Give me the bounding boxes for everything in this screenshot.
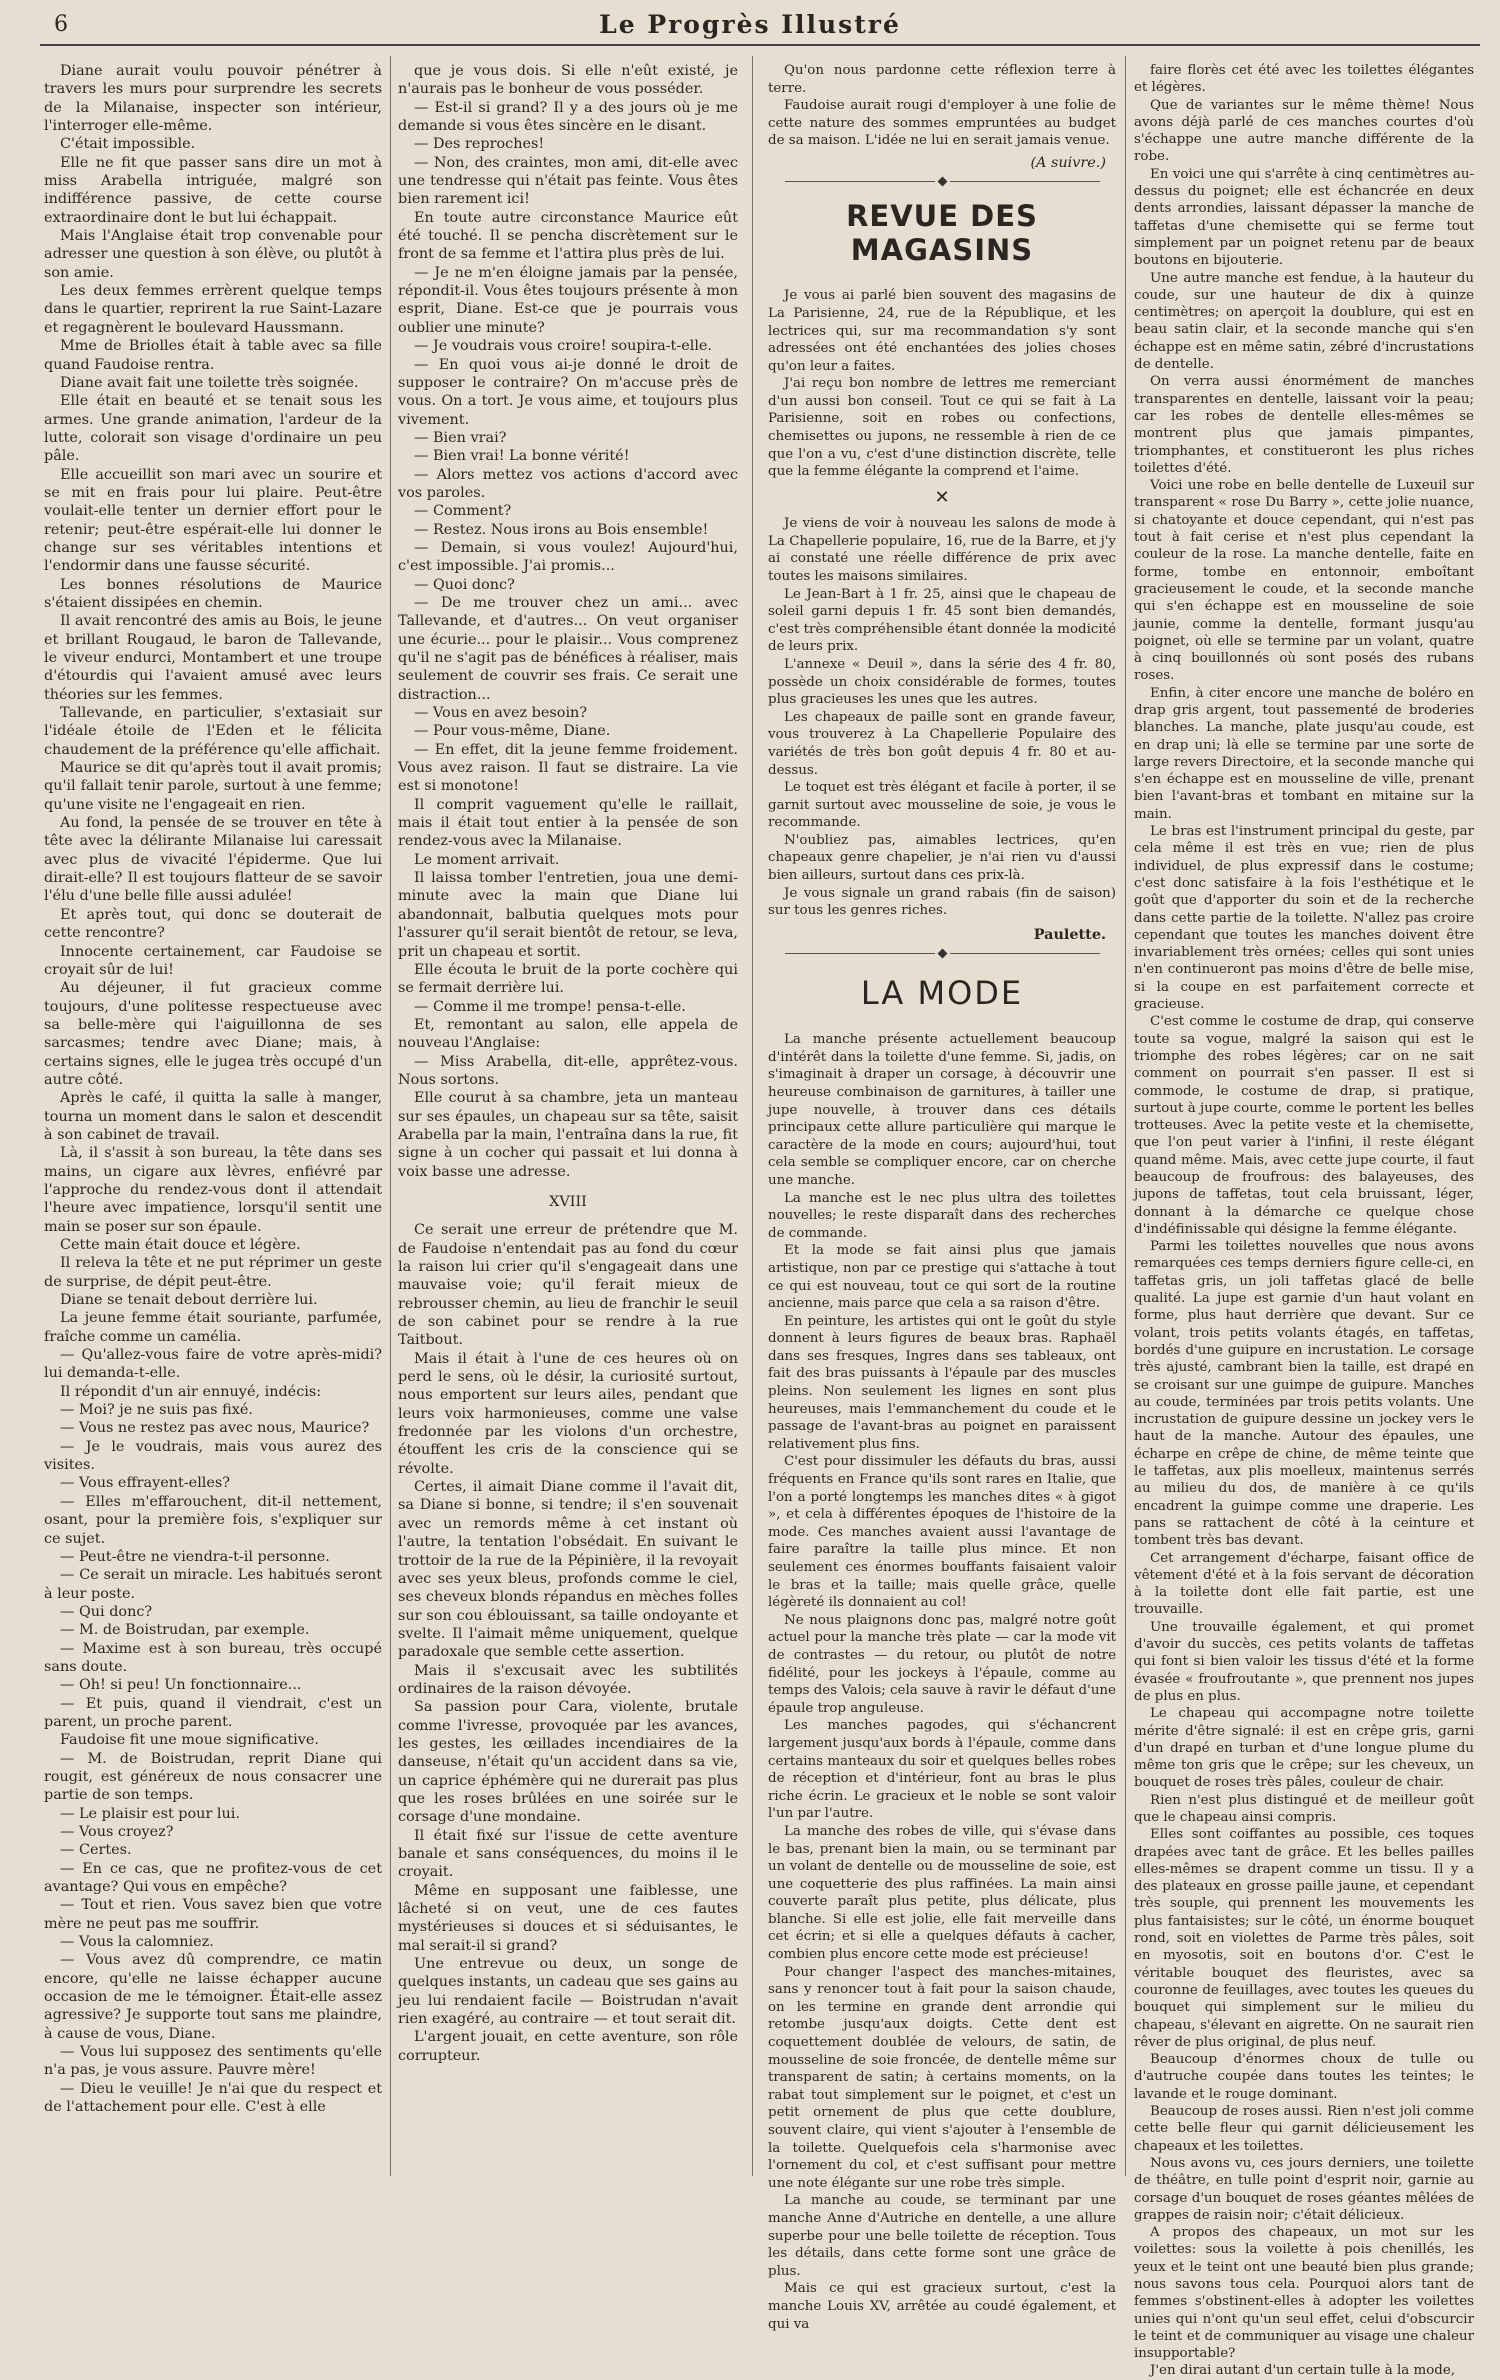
paragraph: Il laissa tomber l'entretien, joua une demi-minute avec la main que Diane lui abandonnait, balbutia quelques mots pour l'assurer qu'il serait bientôt de retour, se leva, prit un chapeau et sortit. bbox=[398, 870, 738, 960]
paragraph: C'était impossible. bbox=[60, 136, 196, 153]
paragraph: Elle courut à sa chambre, jeta un manteau sur ses épaules, un chapeau sur sa tête, saisit Arabella par la main, l'entraîna dans la rue, fit signe à un cocher qui passait et lui donna à voix basse une adresse. bbox=[398, 1090, 738, 1180]
paragraph: — Miss Arabella, dit-elle, apprêtez-vous. Nous sortons. bbox=[398, 1053, 738, 1088]
column-serial-story-1 bbox=[44, 62, 382, 2172]
paragraph: Mais il s'excusait avec les subtilités ordinaires de la raison dévoyée. bbox=[398, 1662, 738, 1697]
paragraph: Il avait rencontré des amis au Bois, le jeune et brillant Rougaud, le baron de Tallevande, le viveur endurci, Montambert et une troupe d'étourdis qui l'avaient amusé avec leurs théories sur les femmes. bbox=[44, 613, 382, 703]
column-serial-story-2 bbox=[398, 62, 738, 2172]
paragraph: — Vous en avez besoin? bbox=[414, 705, 588, 722]
paragraph: — Qu'allez-vous faire de votre après-midi? lui demanda-t-elle. bbox=[44, 1347, 382, 1382]
paragraph: — Maxime est à son bureau, très occupé sans doute. bbox=[44, 1640, 382, 1675]
paragraph: — Bien vrai! La bonne vérité! bbox=[414, 448, 630, 465]
revue-signature: Paulette. bbox=[1033, 925, 1106, 943]
paragraph: Une autre manche est fendue, à la hauteur du coude, sur une hauteur de dix à quinze centimètres; on aperçoit la doublure, qui est en beau satin clair, et la seconde manche qui s'en échappe est en même satin, zébré d'incrustations de dentelle. bbox=[1134, 270, 1474, 373]
paragraph: Une entrevue ou deux, un songe de quelques instants, un cadeau que ses gains au jeu lui rendaient facile — Boistrudan n'avait rien exagéré, au contraire — et tout serait dit. bbox=[398, 1956, 738, 2028]
paragraph: — Vous lui supposez des sentiments qu'elle n'a pas, je vous assure. Pauvre mère! bbox=[44, 2044, 382, 2079]
paragraph: Là, il s'assit à son bureau, la tête dans ses mains, un cigare aux lèvres, enfiévré par l'approche du rendez-vous dont il attendait l'heure avec impatience, lorsqu'il sentit une main se poser sur son épaule. bbox=[44, 1145, 382, 1235]
paragraph: — Vous la calomniez. bbox=[60, 1934, 214, 1951]
paragraph: A propos des chapeaux, un mot sur les voilettes: sous la voilette à pois chenillés, les yeux et le teint ont une beauté bien plus grande; nous savons tous cela. Pourquoi alors tant de femmes s'obstinent-elles à adopter les voilettes unies qui n'ont qu'un seul effet, celui d'obscurcir le teint et de communiquer au visage une chaleur insupportable? bbox=[1134, 2225, 1474, 2362]
paragraph: — De me trouver chez un ami... avec Tallevande, et d'autres... On veut organiser une écurie... pour le plaisir... Vous comprenez qu'il ne s'agit pas de bénéfices à réaliser, mais seulement de couvrir ses frais. Ce serait une distraction... bbox=[398, 594, 738, 703]
paragraph: La manche des robes de ville, qui s'évase dans le bas, prenant bien la main, ou se terminant par un volant de dentelle ou de mousseline de soie, est une coquetterie des plus raffinées. La main ainsi couverte paraît plus petite, plus délicate, plus blanche. Si elle est jolie, elle fait merveille dans cet écrin; et si elle a quelques défauts à cacher, combien plus encore cette mode est précieuse! bbox=[768, 1823, 1116, 1963]
paragraph: En toute autre circonstance Maurice eût été touché. Il se pencha discrètement sur le front de sa femme et l'attira plus près de lui. bbox=[398, 209, 738, 263]
paragraph: Mais il était à l'une de ces heures où on perd le sens, où le désir, la curiosité surtout, nous emportent sur leurs ailes, pendant que leurs voix harmonieuses, comme une valse fredonnée par les violons d'un orchestre, étouffent les cris de la conscience qui se révolte. bbox=[398, 1350, 738, 1477]
paragraph: Voici une robe en belle dentelle de Luxeuil sur transparent « rose Du Barry », cette jolie nuance, si chatoyante et douce cependant, qui n'est pas tout à fait cerise et n'est plus cependant la couleur de la rose. La manche dentelle, faite en forme, tombe en entonnoir, emboîtant gracieusement le coude, et la seconde manche qui s'en échappe est en mousseline de soie jaunie, comme la dentelle, formant jusqu'au poignet, où elle se termine par un volant, quatre à cinq bouillonnés où sont posés des rubans roses. bbox=[1134, 478, 1474, 684]
paragraph: Tallevande, en particulier, s'extasiait sur l'idéale étoile de l'Eden et le félicita chaudement de la préférence qu'elle affichait. bbox=[44, 705, 382, 758]
paragraph: Diane aurait voulu pouvoir pénétrer à travers les murs pour surprendre les secrets de la Milanaise, inspecter son intérieur, l'interroger elle-même. bbox=[44, 63, 382, 135]
paragraph: Faudoise fit une moue significative. bbox=[60, 1732, 319, 1749]
paragraph: Et, remontant au salon, elle appela de nouveau l'Anglaise: bbox=[398, 1016, 738, 1052]
paragraph: Le bras est l'instrument principal du geste, par cela même il est très en vue; rien de plus individuel, de plus expressif dans le costume; c'est donc satisfaire à la fois l'esthétique et le goût que d'apporter du soin et de la recherche dans cette partie de la toilette. N'allez pas croire cependant que toutes les manches doivent être invariablement très ornées; celles qui sont unies n'en continueront pas moins d'être de belle mise, si la coupe en est parfaitement correcte et gracieuse. bbox=[1134, 824, 1474, 1013]
revue-headline: REVUE DES MAGASINS bbox=[846, 199, 1038, 268]
paragraph: Il était fixé sur l'issue de cette aventure banale et sans conséquences, du moins il le croyait. bbox=[398, 1827, 738, 1881]
paragraph: Que de variantes sur le même thème! Nous avons déjà parlé de ces manches courtes d'où s'échappe une autre manche différente de la robe. bbox=[1134, 97, 1474, 165]
paragraph: Sa passion pour Cara, violente, brutale comme l'ivresse, provoquée par les avances, les gestes, les œillades incendiaires de la danseuse, n'était qu'un accident dans sa vie, un caprice éphémère qui ne durerait pas plus que les roses brûlées en une soirée sur le corsage d'une mondaine. bbox=[398, 1699, 738, 1826]
page-header bbox=[0, 0, 1500, 50]
paragraph: C'est comme le costume de drap, qui conserve toute sa vogue, malgré la saison qui est le triomphe des robes légères; car on ne sait comment on pourrait s'en passer. Il est si commode, le costume de drap, si pratique, surtout à jupe courte, comme le portent les belles trotteuses. Avec la petite veste et la chemisette, que l'on peut varier à l'infini, il reste élégant quand même. Mais, avec cette jupe courte, il faut beaucoup de froufrous: des balayeuses, des jupons de taffetas, tout cela bruissant, léger, donnant à la démarche ce quelque chose d'indéfinissable qui désigne la femme élégante. bbox=[1134, 1014, 1474, 1237]
serial-part-a bbox=[398, 62, 738, 1181]
page-number: 6 bbox=[54, 12, 68, 37]
paragraph: Innocente certainement, car Faudoise se croyait sûr de lui! bbox=[44, 943, 382, 978]
paragraph: Les deux femmes errèrent quelque temps dans le quartier, reprirent la rue Saint-Lazare et regagnèrent le boulevard Haussmann. bbox=[44, 283, 382, 336]
mode-headline: LA MODE bbox=[860, 974, 1024, 1013]
paragraph: En peinture, les artistes qui ont le goût du style donnent à leurs figures de beaux bras. Raphaël dans ses fresques, Ingres dans ses tableaux, ont fait des bras puissants à l'épaule par des muscles pleins. Non seulement les lignes en sont plus heureuses, mais l'emmanchement du coude et le passage de l'avant-bras au poignet en paraissent relativement plus fins. bbox=[768, 1313, 1116, 1452]
paragraph: Elle accueillit son mari avec un sourire et se mit en frais pour lui plaire. Peut-être voulait-elle tenter un dernier effort pour le retenir; peut-être espérait-elle lui donner le change sur ses véritables intentions et l'endormir dans une fausse sécurité. bbox=[44, 466, 382, 575]
paragraph: Je vous ai parlé bien souvent des magasins de La Parisienne, 24, rue de la République, et les lectrices qui, sur ma recommandation s'y sont adressées ont été enchantées des jolies choses qu'on leur a faites. bbox=[768, 288, 1116, 374]
paragraph: Cet arrangement d'écharpe, faisant office de vêtement d'été et à la fois servant de décoration à la toilette dont elle fait partie, est une trouvaille. bbox=[1134, 1550, 1474, 1618]
paragraph: Une trouvaille également, et qui promet d'avoir du succès, ces petits volants de taffetas qui font si bien valoir les tissus d'été et la forme évasée « froufroutante », que prennent nos jupes de plus en plus. bbox=[1134, 1619, 1474, 1704]
paragraph: Il comprit vaguement qu'elle le raillait, mais il était tout entier à la pensée de son rendez-vous avec la Milanaise. bbox=[398, 796, 738, 850]
paragraph: J'en dirai autant d'un certain tulle à la mode, bbox=[1150, 2363, 1456, 2379]
paragraph: Après le café, il quitta la salle à manger, tourna un moment dans le salon et descendit à son cabinet de travail. bbox=[44, 1090, 382, 1143]
paragraph: L'argent jouait, en cette aventure, son rôle corrupteur. bbox=[398, 2029, 738, 2064]
paragraph: Nous avons vu, ces jours derniers, une toilette de théâtre, en tulle point d'esprit noir, garnie au corsage d'un bouquet de roses géantes mêlées de grappes de raisin noir; c'était délicieux. bbox=[1134, 2155, 1474, 2223]
revue-text-2 bbox=[768, 515, 1116, 920]
paragraph: Il releva la tête et ne put réprimer un geste de surprise, de dépit peut-être. bbox=[44, 1255, 382, 1290]
chapter-number: XVIII bbox=[549, 1193, 587, 1210]
paragraph: — En quoi vous ai-je donné le droit de supposer le contraire? On m'accuse près de vous. On a tort. Je vous aime, et toujours plus vivement. bbox=[398, 356, 738, 428]
paragraph: — Quoi donc? bbox=[414, 576, 515, 593]
paragraph: — Je le voudrais, mais vous aurez des visites. bbox=[44, 1438, 382, 1474]
paragraph: — M. de Boistrudan, par exemple. bbox=[60, 1622, 310, 1639]
paragraph: Beaucoup de roses aussi. Rien n'est joli comme cette belle fleur qui garnit délicieusement les chapeaux et les toilettes. bbox=[1134, 2104, 1474, 2154]
paragraph: La manche présente actuellement beaucoup d'intérêt dans la toilette d'une femme. Si, jadis, on s'imaginait à draper un corsage, à découvrir une heureuse combinaison de garnitures, à tailler une jupe nouvelle, à trouver dans ces détails principaux cette allure particulière qui marque le caractère de la mode en cours; aujourd'hui, tout cela semble se compliquer encore, car on cherche une manche. bbox=[768, 1032, 1116, 1188]
paragraph: Ne nous plaignons donc pas, malgré notre goût actuel pour la manche très plate — car la mode vit de contrastes — du retour, ou plutôt de notre fidélité, pour les jockeys à l'épaule, comme au temps des Valois; cela sauve à ravir le défaut d'une épaule trop anguleuse. bbox=[768, 1612, 1116, 1716]
paragraph: — Oh! si peu! Un fonctionnaire... bbox=[60, 1677, 302, 1694]
paragraph: Il répondit d'un air ennuyé, indécis: bbox=[60, 1383, 322, 1400]
paragraph: — Vous effrayent-elles? bbox=[60, 1475, 231, 1492]
paragraph: — Pour vous-même, Diane. bbox=[414, 723, 611, 740]
paragraph: Elles sont coiffantes au possible, ces toques drapées avec tant de grâce. Et les belles pailles elles-mêmes se drapent comme un tissu. Il y a des plateaux en grosse paille jaune, et cependant très souple, qui prennent les mouvements les plus fantaisistes; sur le côté, un énorme bouquet rond, soit en violettes de Parme très pâles, soit en myosotis, soit en boutons d'or. C'est le véritable bouquet des fleuristes, avec sa couronne de feuillages, avec toutes les queues du bouquet qui simplement sur le milieu du chapeau, s'élevant en aigrette. On ne saurait rien rêver de plus original, de plus neuf. bbox=[1134, 1827, 1474, 2050]
paragraph: que je vous dois. Si elle n'eût existé, je n'aurais pas le bonheur de vous posséder. bbox=[398, 63, 738, 98]
to-be-continued: (A suivre.) bbox=[1030, 154, 1106, 171]
paragraph: — Comment? bbox=[414, 503, 512, 520]
paragraph: — Vous ne restez pas avec nous, Maurice? bbox=[60, 1420, 370, 1437]
paragraph: Qu'on nous pardonne cette réflexion terre à terre. bbox=[768, 63, 1116, 96]
header-rule bbox=[40, 44, 1480, 46]
paragraph: Le Jean-Bart à 1 fr. 25, ainsi que le chapeau de soleil garni depuis 1 fr. 45 sont bien demandés, c'est très compréhensible étant donnée la modicité de leurs prix. bbox=[768, 586, 1116, 655]
paragraph: — Dieu le veuille! Je n'ai que du respect et de l'attachement pour elle. C'est à elle bbox=[44, 2080, 382, 2116]
paragraph: Diane se tenait debout derrière lui. bbox=[60, 1292, 318, 1309]
paragraph: — Le plaisir est pour lui. bbox=[60, 1805, 240, 1822]
paragraph: — Bien vrai? bbox=[414, 429, 507, 446]
paragraph: — Je voudrais vous croire! soupira-t-elle. bbox=[414, 338, 713, 355]
paragraph: — Non, des craintes, mon ami, dit-elle avec une tendresse qui n'était pas feinte. Vous êtes bien rarement ici! bbox=[398, 154, 738, 208]
paragraph: Je vous signale un grand rabais (fin de saison) sur tous les genres riches. bbox=[768, 885, 1116, 919]
paragraph: Les manches pagodes, qui s'échancrent largement jusqu'aux bords à l'épaule, comme dans certains manteaux du soir et quelques belles robes de réception et d'intérieur, font au bras le plus riche écrin. Le gracieux et le noble se sont valoir l'un par l'autre. bbox=[768, 1718, 1116, 1822]
paragraph: Faudoise aurait rougi d'employer à une folie de cette nature des sommes empruntées au budget de sa maison. L'idée ne lui en serait jamais venue. bbox=[768, 98, 1116, 149]
paragraph: — Vous avez dû comprendre, ce matin encore, qu'elle ne laisse échapper aucune occasion de me le témoigner. Était-elle assez agressive? Je supporte tout sans me plaindre, à cause de vous, Diane. bbox=[44, 1952, 382, 2042]
serial-ending bbox=[768, 62, 1116, 150]
paragraph: Pour changer l'aspect des manches-mitaines, sans y renoncer tout à fait pour la saison chaude, on les termine en grande dent arrondie qui retombe jusqu'aux doigts. Cette dent est coquettement doublée de velours, de satin, de mousseline de soie froncée, de dentelle même sur transparent de satin; à certains moments, on la rabat tout simplement sur le poignet, et c'est un petit ornement de plus que cette doublure, souvent claire, qui vient s'ajouter à l'ensemble de la toilette. Quelquefois cela s'harmonise avec l'ornement du col, et c'est suffisant pour mettre une note élégante sur une robe très simple. bbox=[768, 1964, 1116, 2191]
mode-text-1 bbox=[768, 1031, 1116, 2333]
column-revue-mode bbox=[768, 62, 1116, 2332]
paragraph: Au déjeuner, il fut gracieux comme toujours, d'une politesse respectueuse avec sa belle-mère qui l'aiguillonna de ses sarcasmes; tendre avec Diane; mais, à certains signes, elle le jugea très occupé d'un autre côté. bbox=[44, 980, 382, 1088]
paragraph: En voici une qui s'arrête à cinq centimètres au-dessus du poignet; elle est échancrée en deux dents arrondies, laissant dépasser la manche de taffetas d'une chemisette qui se ferme tout simplement par un poignet retenu par de beaux boutons en bijouterie. bbox=[1134, 166, 1474, 269]
paragraph: La manche au coude, se terminant par une manche Anne d'Autriche en dentelle, a une allure superbe pour une belle toilette de réception. Tous les détails, dans cette forme sont une grâce de plus. bbox=[768, 2193, 1116, 2279]
paragraph: La jeune femme était souriante, parfumée, fraîche comme un camélia. bbox=[44, 1310, 382, 1345]
paragraph: Maurice se dit qu'après tout il avait promis; qu'il fallait tenir parole, surtout à une femme; qu'une visite ne l'engageait en rien. bbox=[44, 760, 382, 813]
column-divider bbox=[752, 56, 753, 2176]
paragraph: Elle écouta le bruit de la porte cochère qui se fermait derrière lui. bbox=[398, 961, 738, 997]
paragraph: Rien n'est plus distingué et de meilleur goût que le chapeau ainsi compris. bbox=[1134, 1792, 1474, 1825]
paragraph: Les bonnes résolutions de Maurice s'étaient dissipées en chemin. bbox=[44, 576, 382, 611]
paragraph: Beaucoup d'énormes choux de tulle ou d'autruche coupée dans toutes les teintes; le lavande et le rouge dominant. bbox=[1134, 2052, 1474, 2102]
paragraph: N'oubliez pas, aimables lectrices, qu'en chapeaux genre chapelier, je n'ai rien vu d'aussi bien ailleurs, surtout dans ces prix-là. bbox=[768, 832, 1116, 884]
paragraph: — Demain, si vous voulez! Aujourd'hui, c'est impossible. J'ai promis... bbox=[398, 539, 738, 575]
journal-title: Le Progrès Illustré bbox=[599, 10, 901, 39]
paragraph: — Comme il me trompe! pensa-t-elle. bbox=[414, 998, 686, 1015]
column-divider bbox=[390, 56, 391, 2176]
paragraph: — Moi? je ne suis pas fixé. bbox=[60, 1402, 253, 1419]
paragraph: L'annexe « Deuil », dans la série des 4 fr. 80, possède un choix considérable de formes, toutes plus gracieuses les unes que les autres. bbox=[768, 656, 1116, 708]
paragraph: — Qui donc? bbox=[60, 1603, 153, 1620]
paragraph: — Ce serait un miracle. Les habitués seront à leur poste. bbox=[44, 1567, 382, 1602]
paragraph: Ce serait une erreur de prétendre que M. de Faudoise n'entendait pas au fond du cœur la raison lui crier qu'il s'engageait dans une mauvaise voie; qu'il ferait mieux de rebrousser chemin, au lieu de franchir le seuil de son cabinet pour se rendre à la rue Taitbout. bbox=[398, 1222, 738, 1349]
paragraph: La manche est le nec plus ultra des toilettes nouvelles; le reste disparaît dans des recherches de commande. bbox=[768, 1190, 1116, 1241]
paragraph: Le moment arrivait. bbox=[414, 851, 560, 868]
paragraph: — Tout et rien. Vous savez bien que votre mère ne peut pas me souffrir. bbox=[44, 1897, 382, 1932]
paragraph: — Elles m'effarouchent, dit-il nettement, osant, pour la première fois, s'expliquer sur ce sujet. bbox=[44, 1493, 382, 1547]
paragraph: — Restez. Nous irons au Bois ensemble! bbox=[414, 521, 709, 538]
paragraph: Mme de Briolles était à table avec sa fille quand Faudoise rentra. bbox=[44, 338, 382, 373]
paragraph: Elle ne fit que passer sans dire un mot à miss Arabella intriguée, malgré son indifférence passive, de cette course extraordinaire dont le but lui échappait. bbox=[44, 154, 382, 226]
paragraph: Même en supposant une faiblesse, une lâcheté si on veut, une de ces fautes mystérieuses si douces et si séduisantes, le mal serait-il si grand? bbox=[398, 1882, 738, 1954]
paragraph: Et la mode se fait ainsi plus que jamais artistique, non par ce prestige qui s'attache à tout ce qui est nouveau, tout ce qui sort de la routine ancienne, mais parce que cela a sa raison d'être. bbox=[768, 1243, 1116, 1312]
paragraph: — En ce cas, que ne profitez-vous de cet avantage? Qui vous en empêche? bbox=[44, 1860, 382, 1896]
paragraph: — Et puis, quand il viendrait, c'est un parent, un proche parent. bbox=[44, 1695, 382, 1730]
revue-text-1 bbox=[768, 287, 1116, 481]
paragraph: On verra aussi énormément de manches transparentes en dentelle, laissant voir la peau; car les robes de dentelle elles-mêmes se montrent plus que jamais pimpantes, triomphantes, et constitueront les plus riches toilettes d'été. bbox=[1134, 374, 1474, 476]
paragraph: Les chapeaux de paille sont en grande faveur, vous trouverez à La Chapellerie Populaire des variétés de très bon goût depuis 4 fr. 80 et au-dessus. bbox=[768, 709, 1116, 778]
paragraph: C'est pour dissimuler les défauts du bras, aussi fréquents en France qu'ils sont rares en Italie, que l'on a porté longtemps les manches dites « à gigot », et cela à différentes époques de l'histoire de la mode. Ces manches avaient aussi l'avantage de faire paraître la taille plus mince. Et non seulement ces énormes bouffants faisaient valoir le bras et la taille; mais quelle grâce, quelle légèreté ils donnaient au col! bbox=[768, 1454, 1116, 1611]
paragraph: — En effet, dit la jeune femme froidement. Vous avez raison. Il faut se distraire. La vie est si monotone! bbox=[398, 741, 738, 795]
paragraph: faire florès cet été avec les toilettes élégantes et légères. bbox=[1134, 63, 1474, 96]
ornament-divider bbox=[768, 178, 1116, 185]
paragraph: Elle était en beauté et se tenait sous les armes. Une grande animation, l'ardeur de la lutte, colorait son visage d'ordinaire un peu pâle. bbox=[44, 393, 382, 465]
paragraph: J'ai reçu bon nombre de lettres me remerciant d'un aussi bon conseil. Tout ce qui se fait à La Parisienne, soit en robes ou confections, chemisettes ou jupons, ne ressemble à rien de ce que l'on a vu, c'est d'une distinction discrète, telle que la femme élégante la comprend et l'aime. bbox=[768, 376, 1116, 480]
paragraph: Mais l'Anglaise était trop convenable pour adresser une question à son élève, ou plutôt à son amie. bbox=[44, 228, 382, 281]
paragraph: — Des reproches! bbox=[414, 136, 545, 153]
column-divider bbox=[1125, 56, 1126, 2176]
paragraph: — Alors mettez vos actions d'accord avec vos paroles. bbox=[398, 466, 738, 501]
serial-part-b bbox=[398, 1221, 738, 2065]
paragraph: — Je ne m'en éloigne jamais par la pensée, répondit-il. Vous êtes toujours présente à mon esprit, Diane. Est-ce que je pourrais vous oublier une minute? bbox=[398, 264, 738, 336]
paragraph: — Peut-être ne viendra-t-il personne. bbox=[60, 1548, 330, 1565]
paragraph: — Certes. bbox=[60, 1842, 132, 1859]
paragraph: Parmi les toilettes nouvelles que nous avons remarquées ces temps derniers figure celle-ci, en taffetas gris, un joli taffetas glacé de belle qualité. La jupe est garnie d'un haut volant en forme, plus haut derrière que devant. Sur ce volant, trois petits volants étagés, en taffetas, bordés d'une guipure en incrustation. Le corsage très ajusté, cambrant bien la taille, est drapé en se croisant sur une guimpe de guipure. Manches au coude, terminées par trois petits volants. Une incrustation de guipure dessine un jockey vers le haut de la manche. Autour des épaules, une écharpe en crêpe de chine, de même teinte que le taffetas, aux plis moelleux, maintenus serrés au milieu du dos, de manière à ce qu'ils encadrent la guimpe comme une draperie. Les pans se rattachent de côté à la ceinture et tombent très bas devant. bbox=[1134, 1239, 1474, 1549]
paragraph: Enfin, à citer encore une manche de boléro en drap gris argent, tout passementé de broderies blanches. La manche, plate jusqu'au coude, est en drap uni; là elle se termine par une sorte de large revers Directoire, et la seconde manche qui s'en échappe est en mousseline de ville, prenant bien l'avant-bras et tombant en mitaine sur la main. bbox=[1134, 685, 1474, 822]
ornament-divider bbox=[768, 950, 1116, 957]
paragraph: Mais ce qui est gracieux surtout, c'est la manche Louis XV, arrêtée au coudé également, et qui va bbox=[768, 2281, 1116, 2332]
paragraph: — Vous croyez? bbox=[60, 1824, 174, 1840]
paragraph: Diane avait fait une toilette très soignée. bbox=[60, 374, 359, 391]
paragraph: Je viens de voir à nouveau les salons de mode à La Chapellerie populaire, 16, rue de la Barre, et j'y ai constaté une réelle différence de prix avec toutes les maisons similaires. bbox=[768, 516, 1116, 584]
paragraph: Cette main était douce et légère. bbox=[60, 1237, 301, 1253]
paragraph: — Est-il si grand? Il y a des jours où je me demande si vous êtes sincère en le disant. bbox=[398, 99, 738, 135]
paragraph: Certes, il aimait Diane comme il l'avait dit, sa Diane si bonne, si tendre; il s'en souvenait avec un remords même à cet instant où l'autre, la tentation l'obsédait. En suivant le trottoir de la rue de la Pépinière, il la revoyait avec ses yeux bleus, profonds comme le ciel, ses cheveux blonds répandus en mèches folles sur son cou éblouissant, sa taille ondoyante et svelte. Il l'aimait même uniquement, quelque paradoxale que semble cette assertion. bbox=[398, 1479, 738, 1661]
ornament-cross: ✕ bbox=[934, 486, 950, 508]
paragraph: Au fond, la pensée de se trouver en tête à tête avec la délirante Milanaise lui caressait avec plus de vivacité l'épiderme. Que lui dirait-elle? Il est toujours flatteur de se savoir l'élu d'une belle fille aussi adulée! bbox=[44, 815, 382, 905]
paragraph: Le chapeau qui accompagne notre toilette mérite d'être signalé: il est en crêpe gris, garni d'un drapé en turban et d'une longue plume du même ton gris que le crêpe; sur les cheveux, un bouquet de roses très pâles, couleur de chair. bbox=[1134, 1706, 1474, 1791]
column-mode-continued bbox=[1134, 62, 1474, 2379]
paragraph: Et après tout, qui donc se douterait de cette rencontre? bbox=[44, 906, 382, 942]
paragraph: Le toquet est très élégant et facile à porter, il se garnit surtout avec mousseline de soie, je vous le recommande. bbox=[768, 780, 1116, 831]
paragraph: — M. de Boistrudan, reprit Diane qui rougit, est généreux de nous consacrer une partie de son temps. bbox=[44, 1750, 382, 1804]
